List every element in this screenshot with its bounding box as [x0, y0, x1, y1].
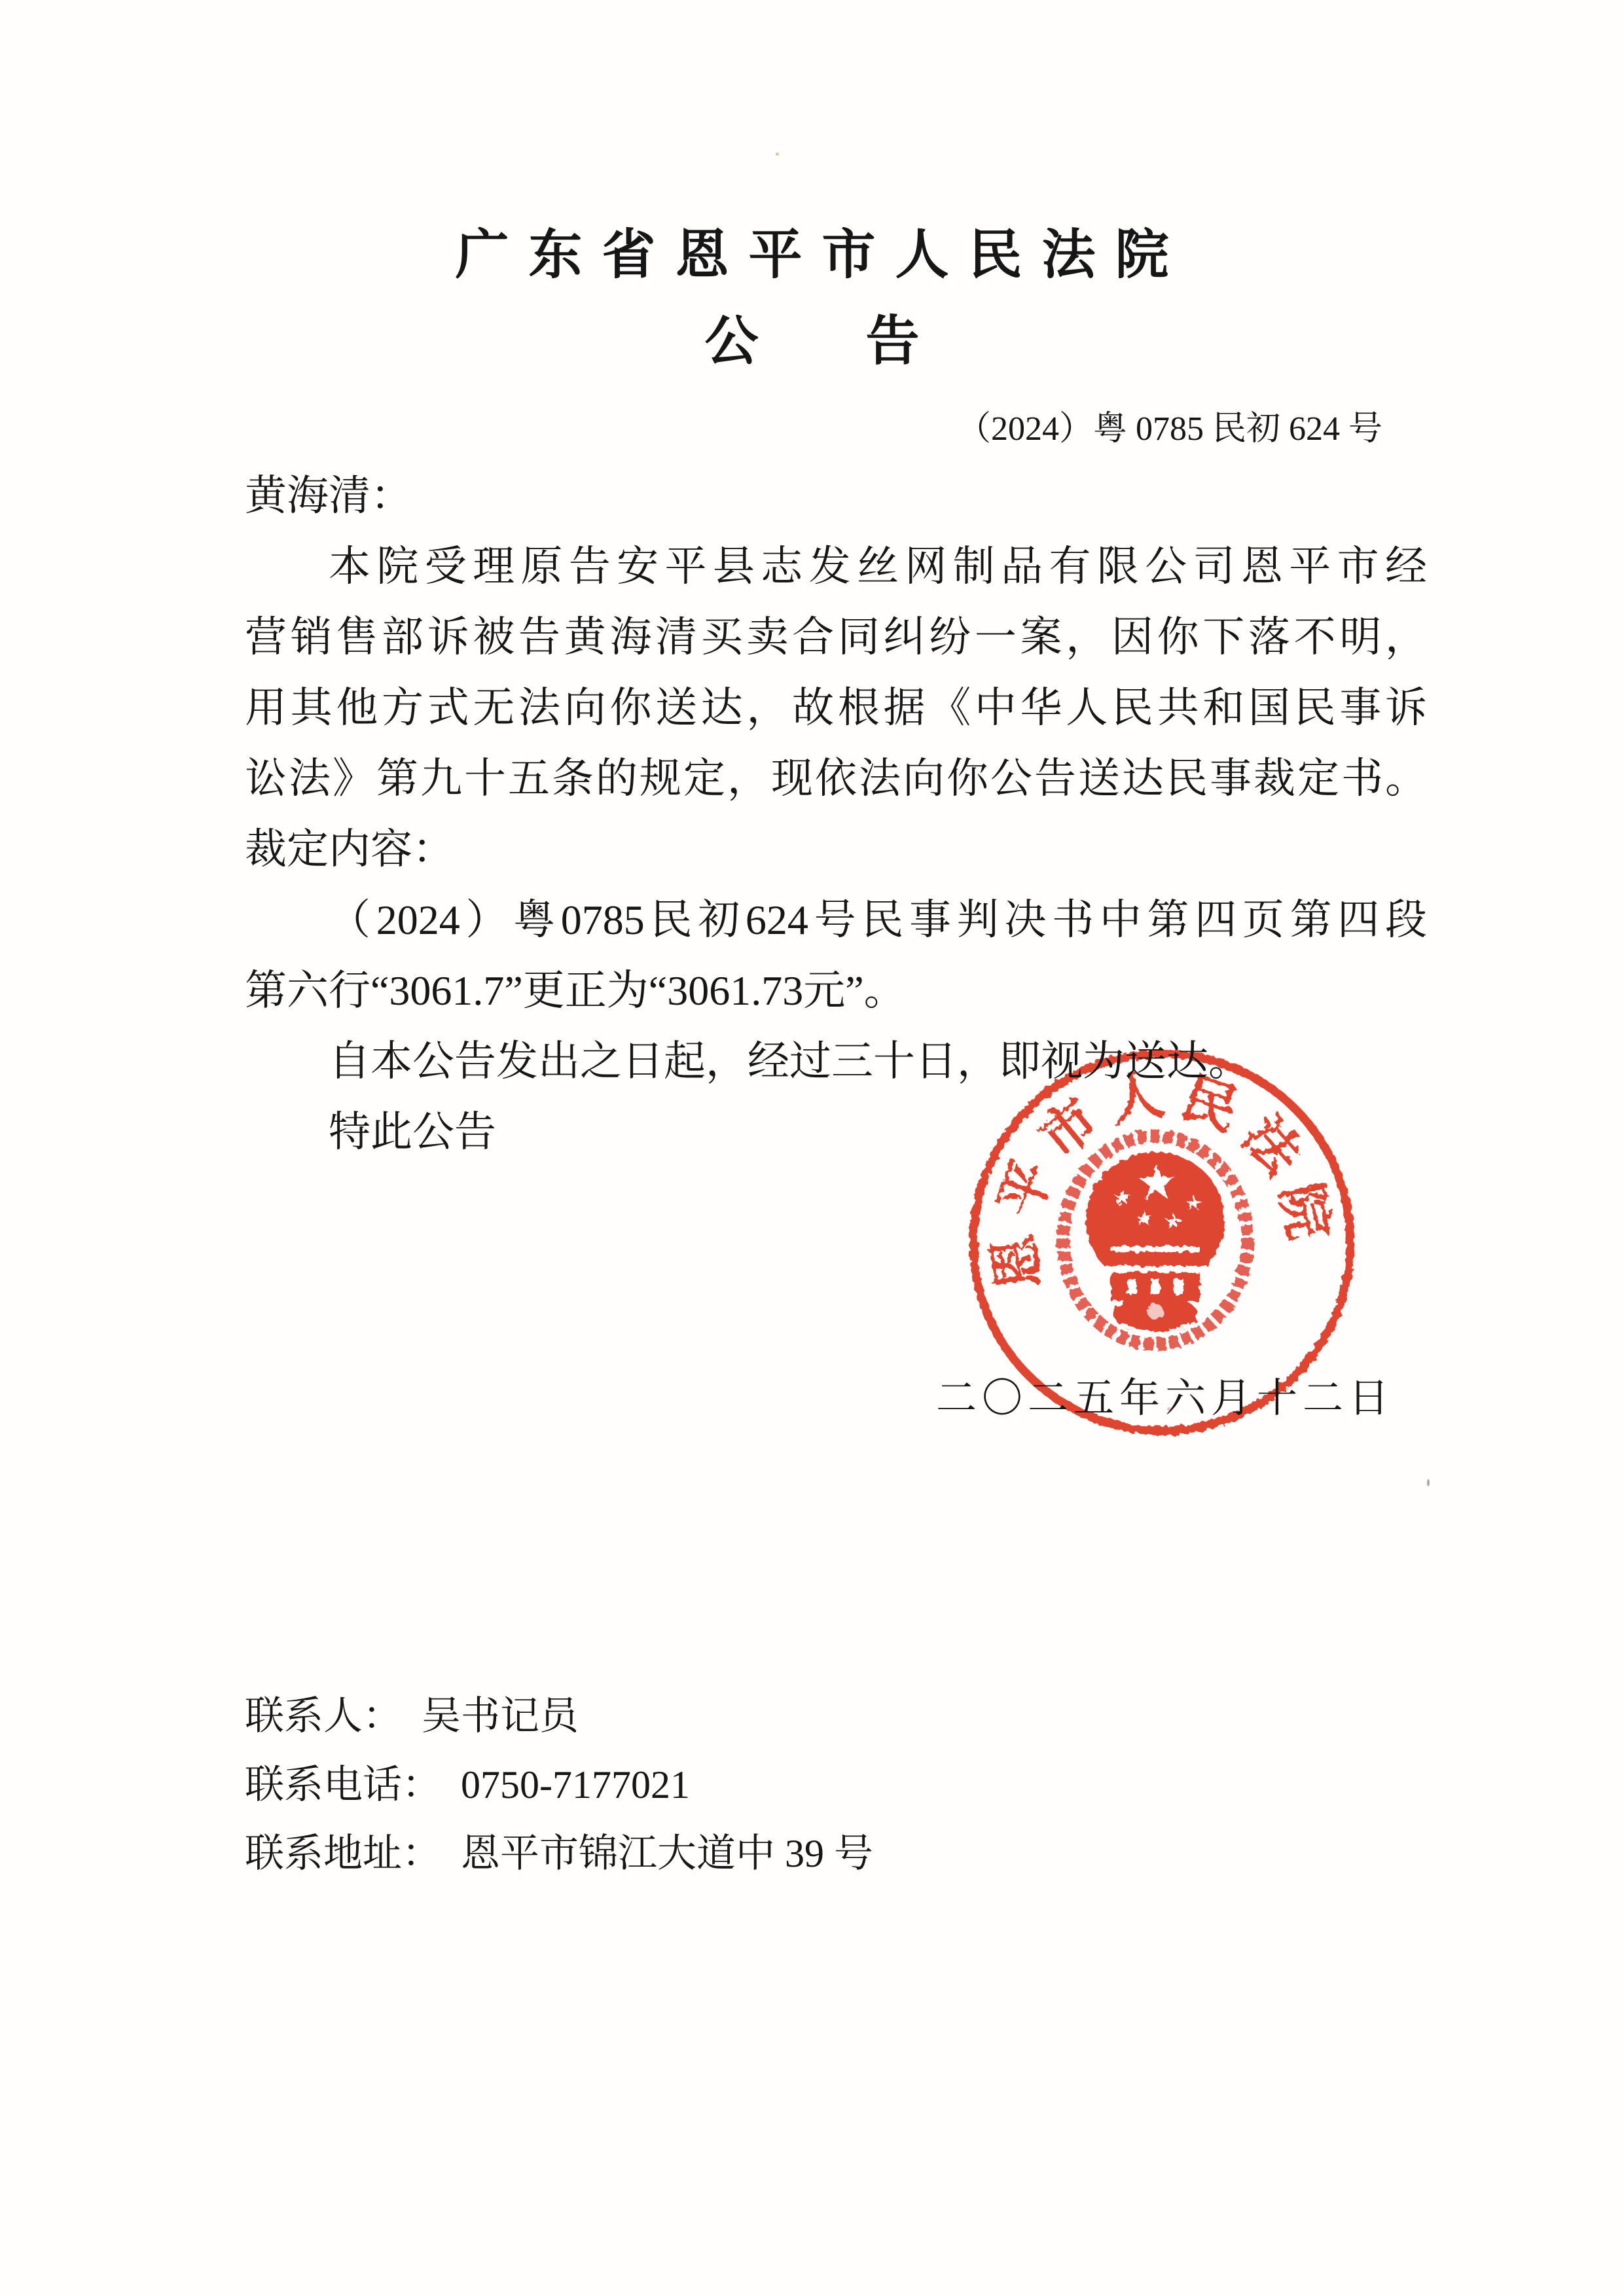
court-name-title: 广东省恩平市人民法院	[455, 225, 1189, 285]
body-line: 讼法》第九十五条的规定，现依法向你公告送达民事裁定书。	[245, 755, 1427, 802]
body-line: 裁定内容：	[245, 826, 454, 872]
contact-person: 联系人： 吴书记员	[245, 1695, 579, 1738]
contact-block	[245, 1682, 873, 1888]
seal-character: 法	[1230, 1105, 1312, 1187]
scan-speck	[1427, 1479, 1430, 1486]
body-line: 自本公告发出之日起，经过三十日，即视为送达。	[329, 1038, 1250, 1085]
emblem-gear-ribbon-icon	[1113, 1295, 1197, 1334]
body-line: 第六行“3061.7”更正为“3061.73元”。	[245, 967, 906, 1014]
notice-body	[245, 461, 1427, 1168]
body-line: （2024）粤0785民初624号民事判决书中第四页第四段	[329, 897, 1427, 943]
seal-character: 恩	[984, 1230, 1053, 1294]
contact-address: 联系地址： 恩平市锦江大道中 39 号	[245, 1832, 873, 1875]
issue-date: 二〇二五年六月十二日	[936, 1376, 1395, 1421]
scan-speck	[776, 152, 779, 156]
body-line: 特此公告	[329, 1109, 496, 1155]
body-line: 营销售部诉被告黄海清买卖合同纠纷一案，因你下落不明，	[245, 614, 1427, 660]
notice-title: 公 告	[704, 312, 920, 371]
seal-character: 平	[988, 1153, 1065, 1227]
body-line: 本院受理原告安平县志发丝网制品有限公司恩平市经	[329, 543, 1427, 590]
body-line: 黄海清：	[245, 473, 412, 519]
seal-character: 民	[1174, 1067, 1246, 1143]
body-line: 用其他方式无法向你送达，故根据《中华人民共和国民事诉	[245, 685, 1427, 731]
case-number: （2024）粤 0785 民初 624 号	[956, 410, 1382, 448]
contact-phone: 联系电话： 0750-7177021	[245, 1763, 690, 1806]
seal-character: 院	[1268, 1179, 1340, 1246]
seal-character: 人	[1104, 1064, 1169, 1134]
seal-character: 市	[1029, 1088, 1111, 1171]
